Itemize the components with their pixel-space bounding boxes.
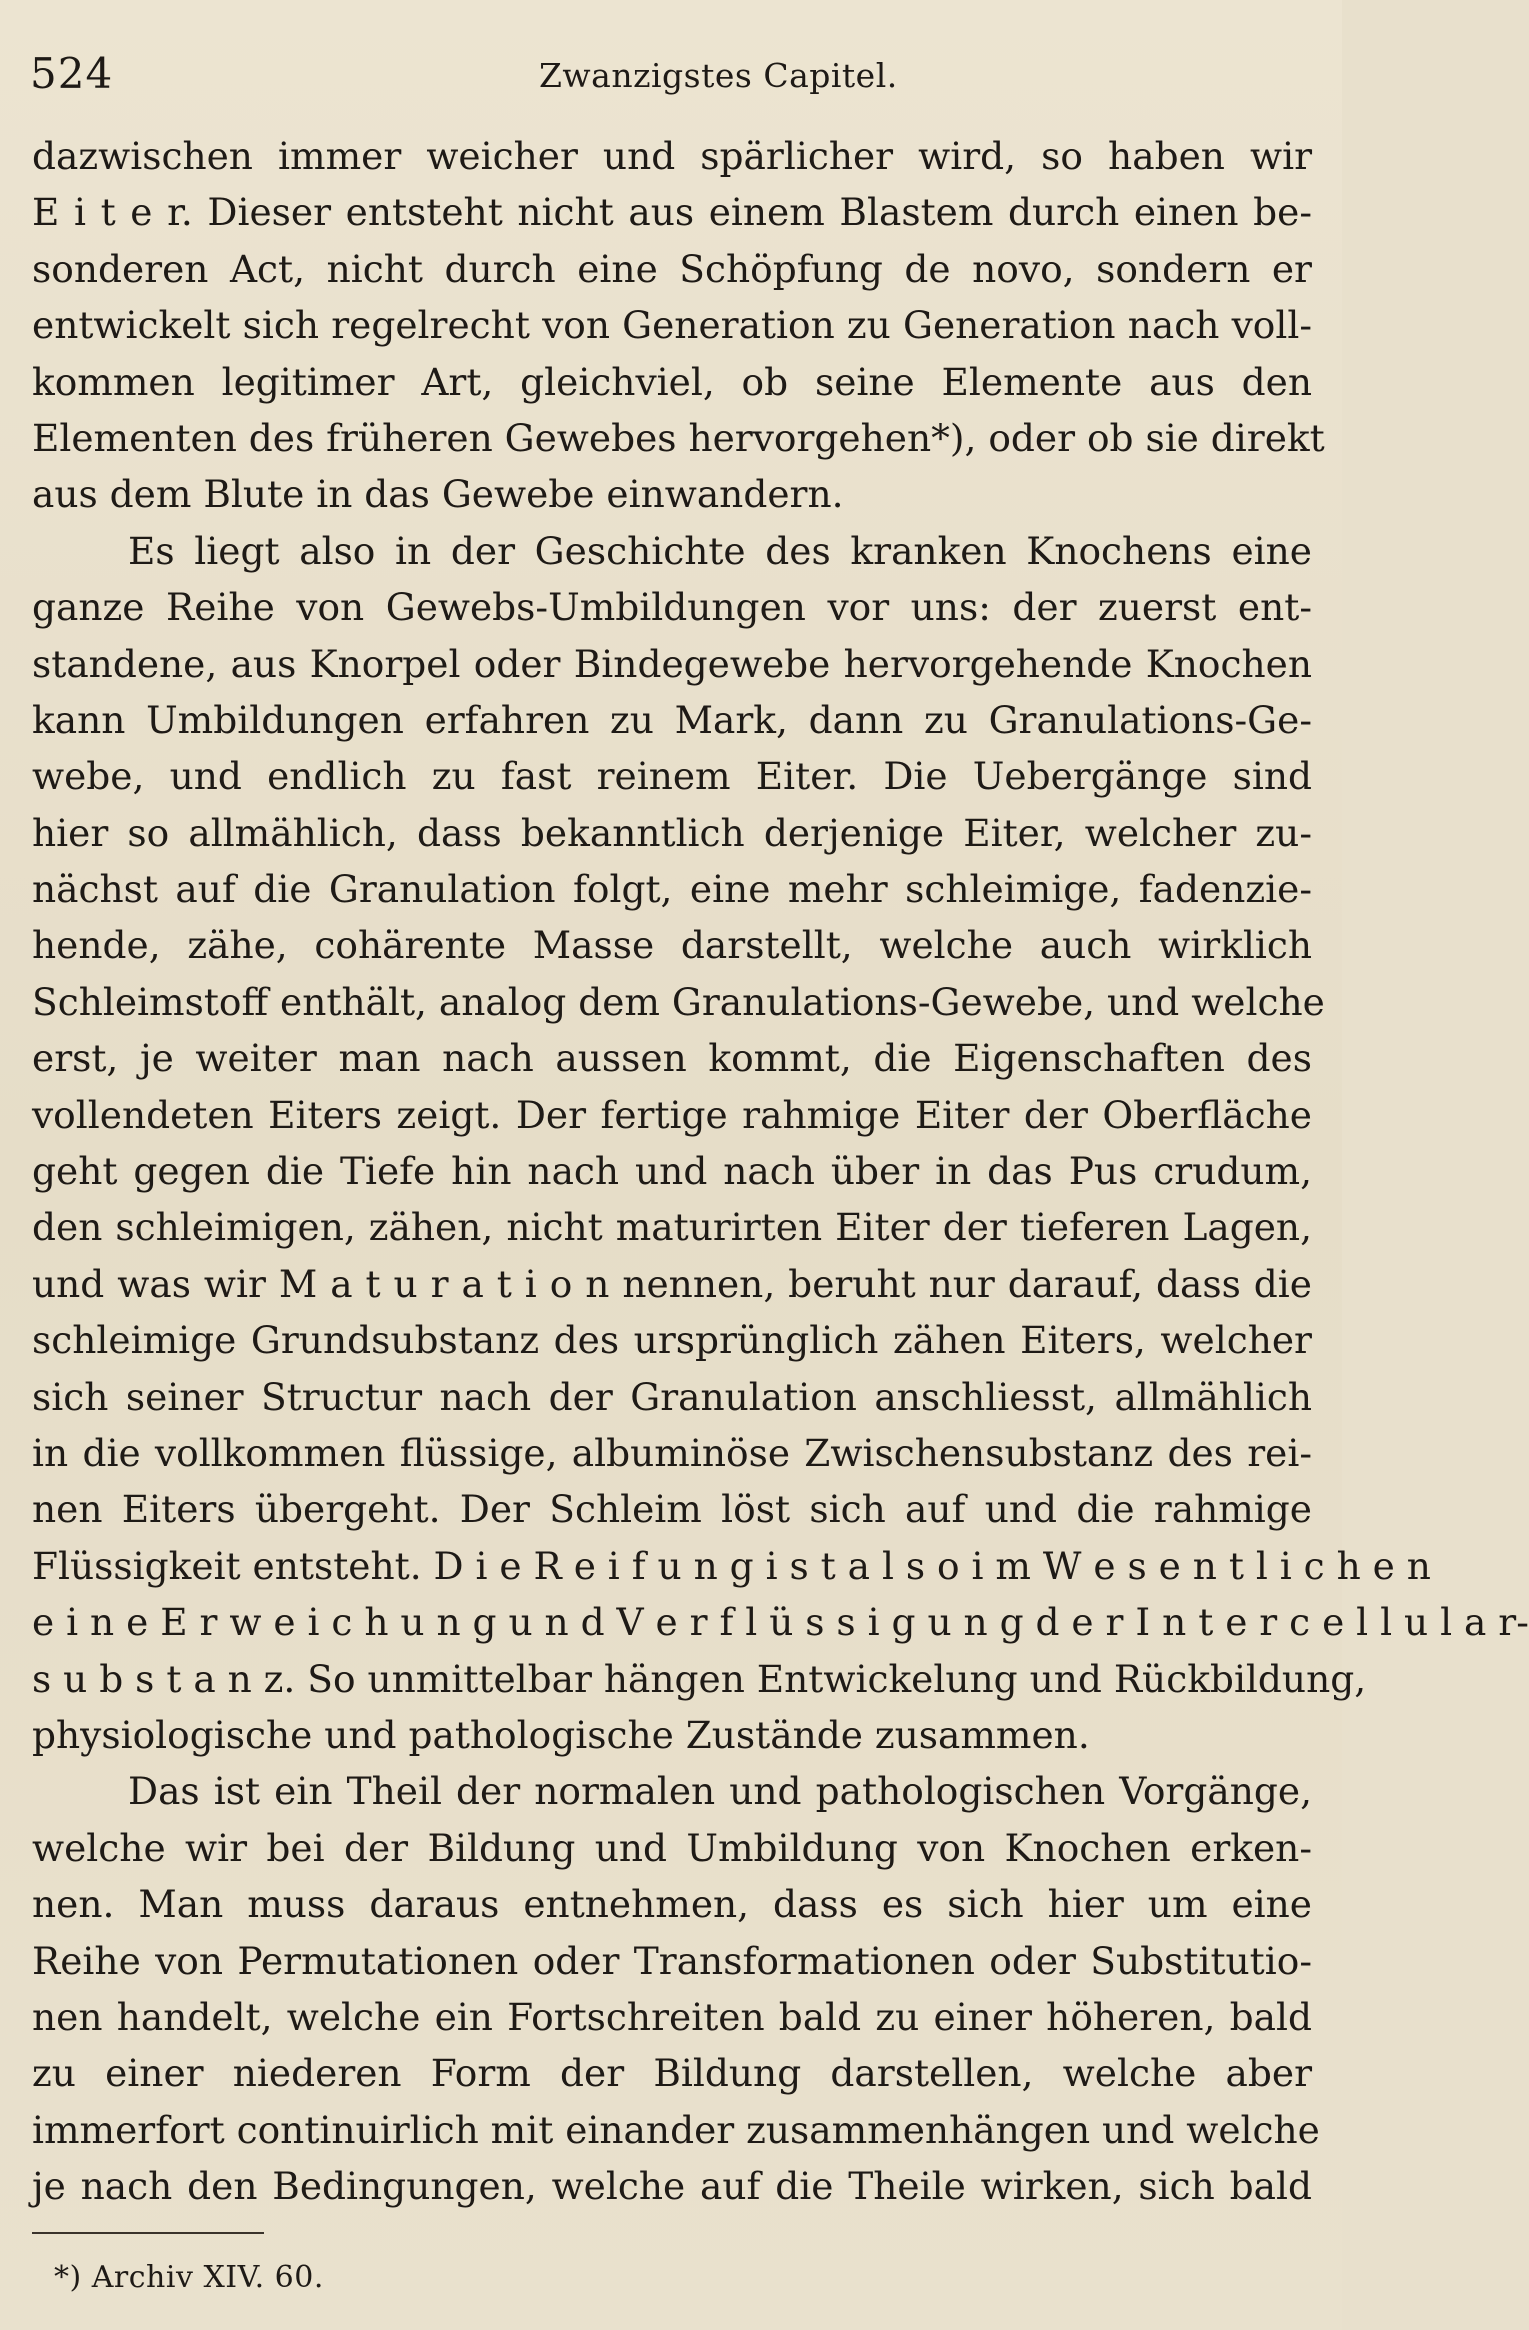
text-line: webe, und endlich zu fast reinem Eiter. Die Uebergänge sind bbox=[32, 754, 1312, 799]
text-line: nächst auf die Granulation folgt, eine mehr schleimige, fadenzie- bbox=[32, 867, 1312, 912]
text-line: den schleimigen, zähen, nicht maturirten Eiter der tieferen Lagen, bbox=[32, 1205, 1312, 1250]
page-header bbox=[30, 44, 1312, 104]
text-line: hende, zähe, cohärente Masse darstellt, welche auch wirklich bbox=[32, 923, 1312, 968]
body-text bbox=[32, 128, 1529, 2214]
text-line: nen handelt, welche ein Fortschreiten bald zu einer höheren, bald bbox=[32, 1994, 1312, 2039]
footnote-rule bbox=[32, 2232, 264, 2234]
text-line: physiologische und pathologische Zustände zusammen. bbox=[32, 1712, 1090, 1757]
text-line: Das ist ein Theil der normalen und pathologischen Vorgänge, bbox=[128, 1769, 1312, 1814]
text-line: Reihe von Permutationen oder Transformationen oder Substitutio- bbox=[32, 1938, 1312, 1983]
text-line: kann Umbildungen erfahren zu Mark, dann zu Granulations-Ge- bbox=[32, 697, 1312, 742]
text-line: erst, je weiter man nach aussen kommt, die Eigenschaften des bbox=[32, 1036, 1312, 1081]
text-line: hier so allmählich, dass bekanntlich derjenige Eiter, welcher zu- bbox=[32, 810, 1312, 855]
text-line: aus dem Blute in das Gewebe einwandern. bbox=[32, 472, 844, 517]
footnote: *) Archiv XIV. 60. bbox=[54, 2260, 324, 2295]
text-line: geht gegen die Tiefe hin nach und nach über in das Pus crudum, bbox=[32, 1149, 1312, 1194]
text-line: sonderen Act, nicht durch eine Schöpfung de novo, sondern er bbox=[32, 246, 1312, 291]
text-line: standene, aus Knorpel oder Bindegewebe hervorgehende Knochen bbox=[32, 641, 1312, 686]
text-line: entwickelt sich regelrecht von Generation zu Generation nach voll- bbox=[32, 303, 1312, 348]
text-line: e i n e E r w e i c h u n g u n d V e r f l ü s s i g u n g d e r I n t e r c e l l u l a r- bbox=[32, 1600, 1529, 1645]
text-line: kommen legitimer Art, gleichviel, ob seine Elemente aus den bbox=[32, 359, 1312, 404]
text-line: sich seiner Structur nach der Granulation anschliesst, allmählich bbox=[32, 1374, 1312, 1419]
text-line: dazwischen immer weicher und spärlicher wird, so haben wir bbox=[32, 134, 1312, 178]
text-line: Schleimstoff enthält, analog dem Granulations-Gewebe, und welche bbox=[32, 979, 1325, 1024]
text-line: s u b s t a n z. So unmittelbar hängen Entwickelung und Rückbildung, bbox=[32, 1656, 1367, 1701]
running-head: Zwanzigstes Capitel. bbox=[539, 56, 898, 95]
text-line: vollendeten Eiters zeigt. Der fertige rahmige Eiter der Oberfläche bbox=[32, 1092, 1312, 1137]
text-line: und was wir M a t u r a t i o n nennen, beruht nur darauf, dass die bbox=[32, 1261, 1312, 1306]
text-line: nen Eiters übergeht. Der Schleim löst sich auf und die rahmige bbox=[32, 1487, 1312, 1532]
page-number: 524 bbox=[30, 49, 114, 98]
text-line: in die vollkommen flüssige, albuminöse Zwischensubstanz des rei- bbox=[32, 1430, 1312, 1475]
text-line: Flüssigkeit entsteht. D i e R e i f u n g i s t a l s o i m W e s e n t l i c h e n bbox=[32, 1543, 1431, 1588]
text-line: immerfort continuirlich mit einander zusammenhängen und welche bbox=[32, 2107, 1320, 2152]
text-line: nen. Man muss daraus entnehmen, dass es sich hier um eine bbox=[32, 1882, 1312, 1927]
text-line: welche wir bei der Bildung und Umbildung von Knochen erken- bbox=[32, 1825, 1312, 1870]
text-line: E i t e r. Dieser entsteht nicht aus einem Blastem durch einen be- bbox=[32, 190, 1312, 235]
text-line: Es liegt also in der Geschichte des kranken Knochens eine bbox=[128, 528, 1312, 573]
text-line: schleimige Grundsubstanz des ursprünglich zähen Eiters, welcher bbox=[32, 1318, 1312, 1363]
text-line: je nach den Bedingungen, welche auf die Theile wirken, sich bald bbox=[32, 2164, 1312, 2209]
text-line: Elementen des früheren Gewebes hervorgehen*), oder ob sie direkt bbox=[32, 415, 1325, 460]
text-line: ganze Reihe von Gewebs-Umbildungen vor uns: der zuerst ent- bbox=[32, 585, 1312, 630]
text-line: zu einer niederen Form der Bildung darstellen, welche aber bbox=[32, 2051, 1312, 2096]
